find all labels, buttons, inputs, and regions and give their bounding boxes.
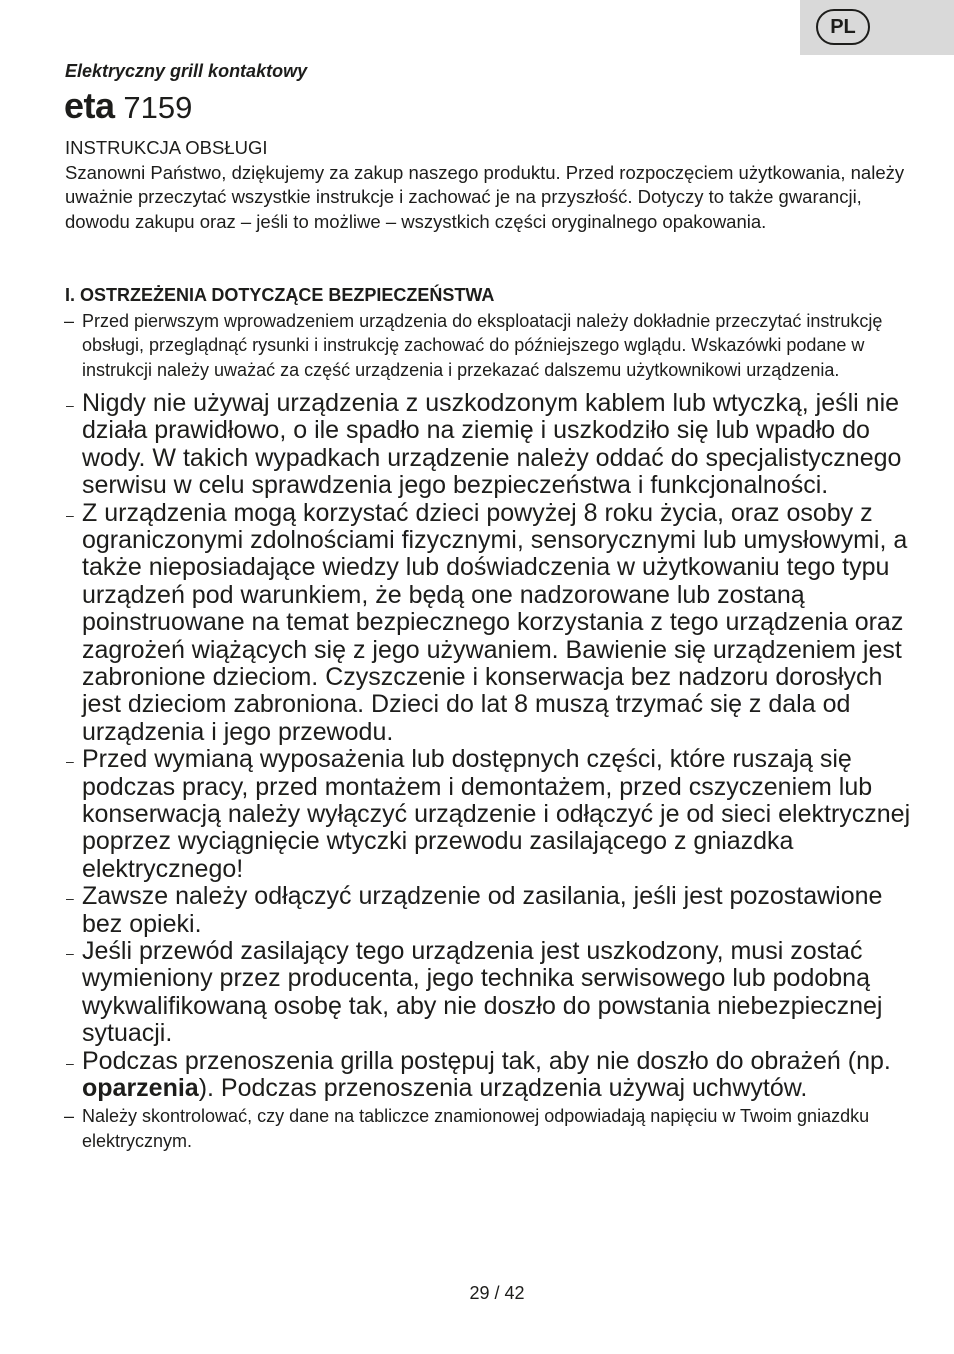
language-tab <box>800 0 954 55</box>
list-item-text: Należy skontrolować, czy dane na tabliczce znamionowej odpowiadają napięciu w Twoim gniazdku elektrycznym. <box>82 1106 870 1151</box>
list-item-text <box>82 1047 891 1102</box>
list-item <box>0 500 954 747</box>
list-item <box>0 309 954 382</box>
list-item-text: Nigdy nie używaj urządzenia z uszkodzonym kablem lub wtyczką, jeśli nie działa prawidłowo, o ile spadło na ziemię i uszkodziło się lub wpadło do wody. W takich wypadkach urządzenie należy oddać do specjalistycznego serwisu w celu sprawdzenia jego bezpieczeństwa i funkcjonalności. <box>82 388 902 500</box>
list-item <box>0 1048 954 1103</box>
model-number: 7159 <box>123 90 193 125</box>
language-badge: PL <box>816 9 870 45</box>
list-item-text: Przed pierwszym wprowadzeniem urządzenia do eksploatacji należy dokładnie przeczytać instrukcję obsługi, przeglądnąć rysunki i instrukcję zachować do późniejszego wglądu. Wskazówki podane w instrukcji należy uważać za część urządzenia i przekazać dalszemu użytkownikowi urządzenia. <box>82 311 883 380</box>
list-item-text: Przed wymianą wyposażenia lub dostępnych części, które ruszają się podczas pracy, przed montażem i demontażem, przed cszyczeniem lub konserwacją należy wyłączyć urządzenie i odłączyć je od sieci elektrycznej poprzez wyciągnięcie wtyczki przewodu zasilającego z gniazdka elektrycznego! <box>82 745 911 883</box>
intro-paragraph: Szanowni Państwo, dziękujemy za zakup naszego produktu. Przed rozpoczęciem użytkowania, należy uważnie przeczytać wszystkie instrukcje i zachować je na przyszłość. Dotyczy to także gwarancji, dowodu zakupu oraz – jeśli to możliwe – wszystkich części oryginalnego opakowania. <box>65 161 905 232</box>
dash-bullet: – <box>66 396 74 413</box>
dash-bullet: – <box>64 1106 75 1127</box>
bold-term: oparzenia <box>82 1074 199 1103</box>
list-item-text-part: ). Podczas przenoszenia urządzenia używaj uchwytów. <box>198 1074 808 1103</box>
dash-bullet: – <box>66 753 74 770</box>
dash-bullet: – <box>66 890 74 907</box>
dash-bullet: – <box>66 506 74 523</box>
dash-bullet: – <box>64 311 75 331</box>
dash-bullet: – <box>66 1054 74 1071</box>
list-item-text: Jeśli przewód zasilający tego urządzenia jest uszkodzony, musi zostać wymieniony przez producenta, jego technika serwisowego lub podobną wykwalifikowaną osobę tak, aby nie doszło do powstania niebezpiecznej sytuacji. <box>82 937 883 1048</box>
list-item <box>0 883 954 938</box>
section-title: I. OSTRZEŻENIA DOTYCZĄCE BEZPIECZEŃSTWA <box>65 285 495 305</box>
list-item <box>0 1104 954 1153</box>
manual-title: INSTRUKCJA OBSŁUGI <box>65 137 268 158</box>
warning-list <box>0 309 954 1153</box>
brand-model-heading <box>64 83 192 131</box>
list-item <box>0 390 954 500</box>
intro-block <box>65 136 925 234</box>
list-item <box>0 746 954 883</box>
list-item-text: Z urządzenia mogą korzystać dzieci powyżej 8 roku życia, oraz osoby z ograniczonymi zdolnościami fizycznymi, sensorycznymi lub umysłowymi, a także nieposiadające wiedzy lub doświadczenia w użytkowaniu tego typu urządzeń pod warunkiem, że będą one nadzorowane lub zostaną poinstruowane na temat bezpiecznego korzystania z tego urządzenia oraz zagrożeń wiążących się z jego używaniem. Bawienie się urządzeniem jest zabronione dzieciom. Czyszczenie i konserwacja bez nadzoru dorosłych jest dzieciom zabroniona. Dzieci do lat 8 muszą trzymać się z dala od urządzenia i jego przewodu. <box>82 498 908 746</box>
product-type: Elektryczny grill kontaktowy <box>65 61 308 81</box>
brand-logo-text: eta <box>64 85 115 126</box>
dash-bullet: – <box>66 945 74 962</box>
list-item-text-part: Podczas przenoszenia grilla postępuj tak, aby nie doszło do obrażeń (np. <box>82 1046 891 1075</box>
page-number: 29 / 42 <box>469 1283 525 1303</box>
list-item <box>0 938 954 1048</box>
list-item-text: Zawsze należy odłączyć urządzenie od zasilania, jeśli jest pozostawione bez opieki. <box>82 882 883 938</box>
